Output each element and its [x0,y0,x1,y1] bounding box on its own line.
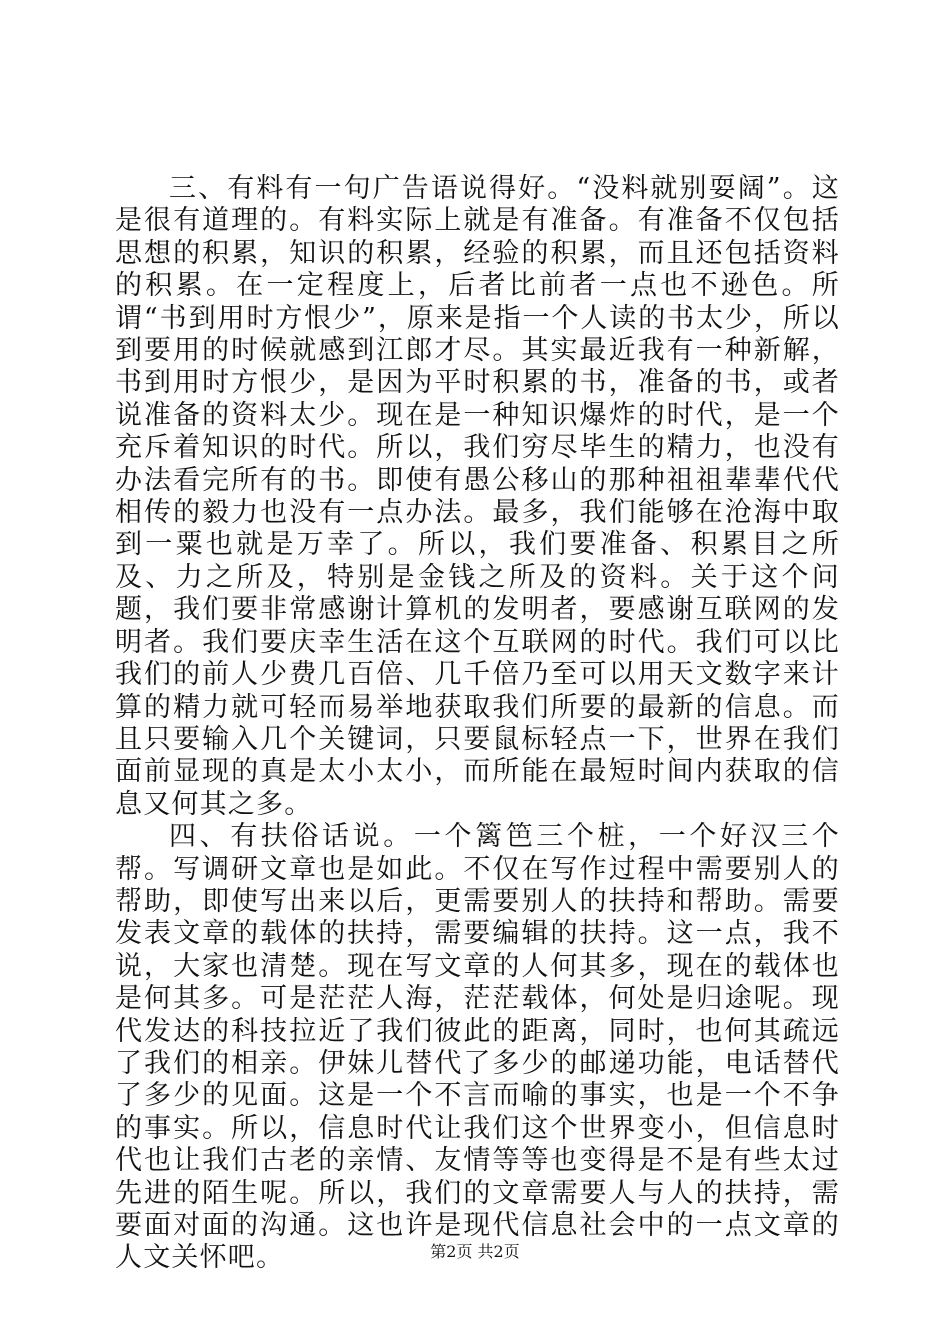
paragraph-section-three: 三、有料有一句广告语说得好。“没料就别耍阔”。这是很有道理的。有料实际上就是有准备。有准备不仅包括思想的积累，知识的积累，经验的积累，而且还包括资料的积累。在一定程度上，后者比前者一点也不逊色。所谓“书到用时方恨少”，原来是指一个人读的书太少，所以到要用的时候就感到江郎才尽。其实最近我有一种新解，书到用时方恨少，是因为平时积累的书，准备的书，或者说准备的资料太少。现在是一种知识爆炸的时代，是一个充斥着知识的时代。所以，我们穷尽毕生的精力，也没有办法看完所有的书。即使有愚公移山的那种祖祖辈辈代代相传的毅力也没有一点办法。最多，我们能够在沧海中取到一粟也就是万幸了。所以，我们要准备、积累目之所及、力之所及，特别是金钱之所及的资料。关于这个问题，我们要非常感谢计算机的发明者，要感谢互联网的发明者。我们要庆幸生活在这个互联网的时代。我们可以比我们的前人少费几百倍、几千倍乃至可以用天文数字来计算的精力就可轻而易举地获取我们所要的最新的信息。而且只要输入几个关键词，只要鼠标轻点一下，世界在我们面前显现的真是太小太小，而所能在最短时间内获取的信息又何其之多。 [115,173,840,820]
paragraph-section-four: 四、有扶俗话说。一个篱笆三个桩，一个好汉三个帮。写调研文章也是如此。不仅在写作过程中需要别人的帮助，即使写出来以后，更需要别人的扶持和帮助。需要发表文章的载体的扶持，需要编辑的扶持。这一点，我不说，大家也清楚。现在写文章的人何其多，现在的载体也是何其多。可是茫茫人海，茫茫载体，何处是归途呢。现代发达的科技拉近了我们彼此的距离，同时，也何其疏远了我们的相亲。伊妹儿替代了多少的邮递功能，电话替代了多少的见面。这是一个不言而喻的事实，也是一个不争的事实。所以，信息时代让我们这个世界变小，但信息时代也让我们古老的亲情、友情等等也变得是不是有些太过先进的陌生呢。所以，我们的文章需要人与人的扶持，需要面对面的沟通。这也许是现代信息社会中的一点文章的人文关怀吧。 [115,821,840,1274]
page-number-footer: 第2页 共2页 [430,1242,520,1261]
body-text [115,173,840,1275]
